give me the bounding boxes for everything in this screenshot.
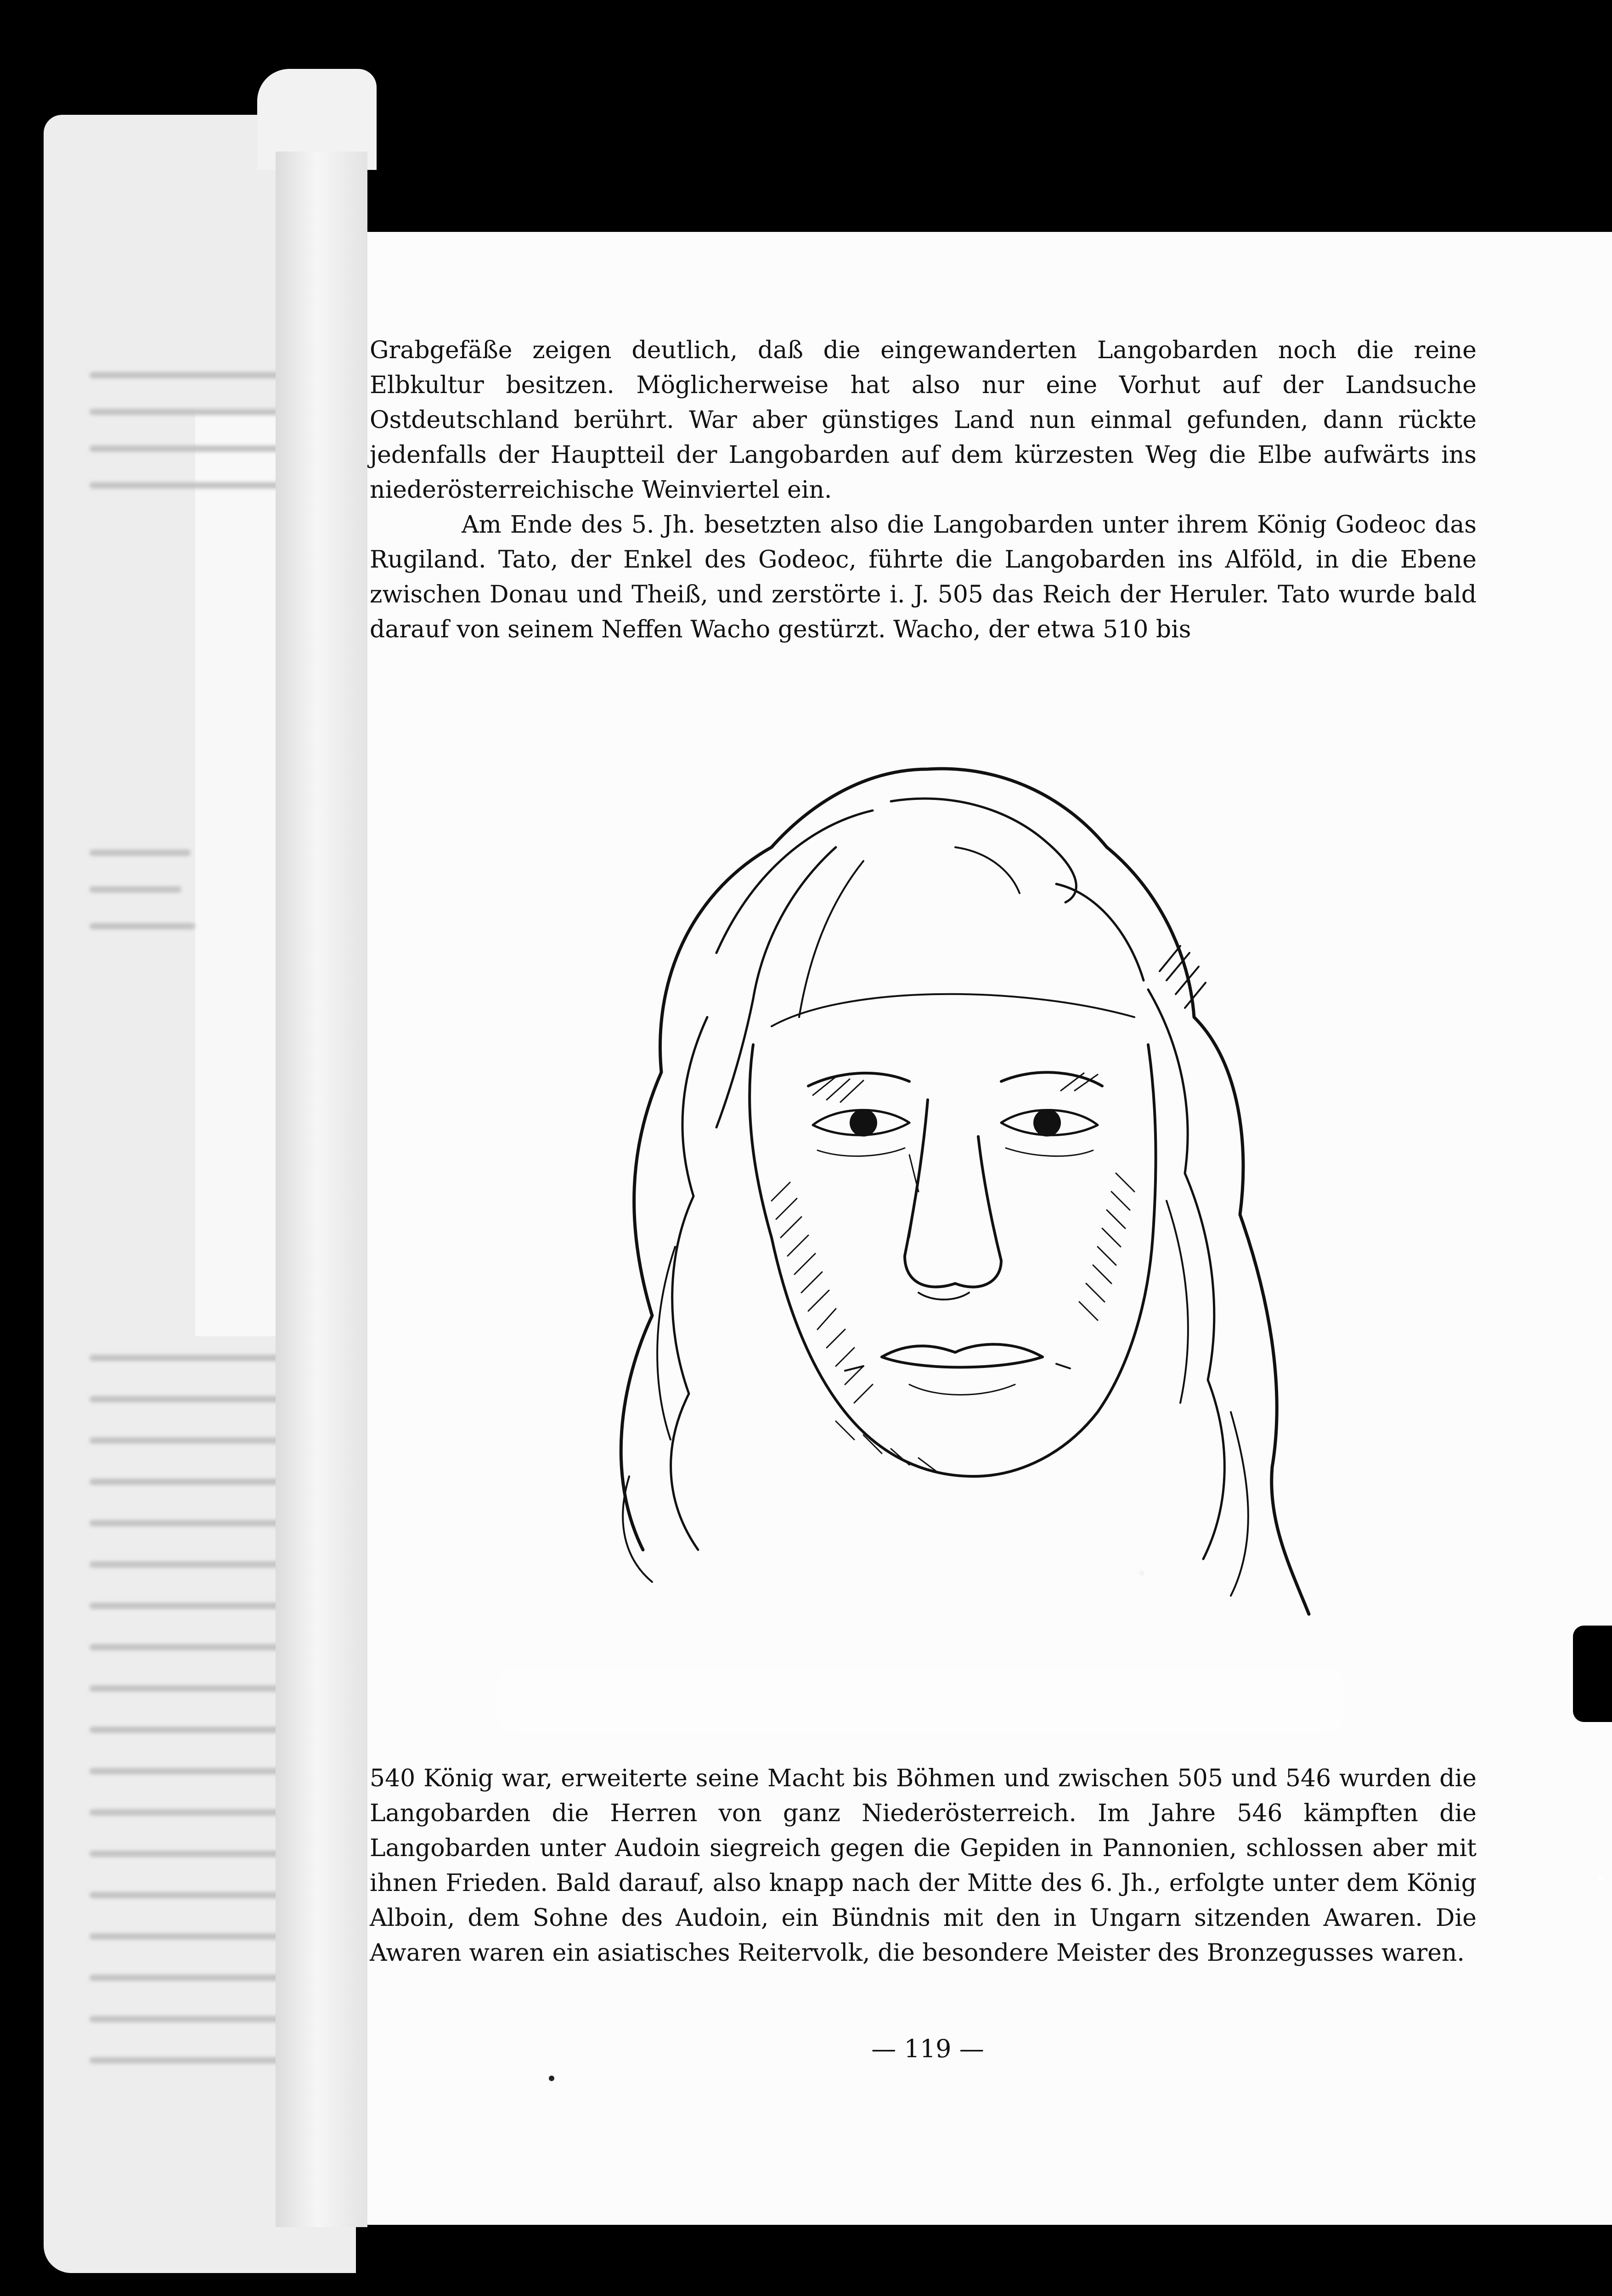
- film-speck: [1598, 1876, 1604, 1881]
- portrait-illustration: [514, 696, 1341, 1660]
- caption-smear: [496, 1667, 1346, 1733]
- side-tab: [1573, 1626, 1612, 1722]
- page-edge-gutter: [276, 152, 367, 2227]
- paragraph: Grabgefäße zeigen deutlich, daß die eingewanderten Langobarden noch die reine Elbkultur besitzen. Möglicherweise hat also nur eine Vorhut auf der Landsuche Ostdeutschland berührt. War aber günstiges Land nun einmal gefunden, dann rückte jedenfalls der Hauptteil der Langobarden auf dem kürzesten Weg die Elbe aufwärts ins niederösterreichische Weinviertel ein.: [370, 337, 1477, 504]
- body-text-bottom: [370, 1761, 1477, 1970]
- body-text-top: [370, 333, 1477, 647]
- page-number: — 119 —: [871, 2034, 984, 2063]
- paragraph: 540 König war, erweiterte seine Macht bis Böhmen und zwischen 505 und 546 wurden die Langobarden die Herren von ganz Niederösterreich. Im Jahre 546 kämpften die Langobarden unter Audoin siegreich gegen die Gepiden in Pannonien, schlossen aber mit ihnen Frieden. Bald darauf, also knapp nach der Mitte des 6. Jh., erfolgte unter dem König Alboin, dem Sohne des Audoin, ein Bündnis mit den in Ungarn sitzenden Awaren. Die Awaren waren ein asiatisches Reitervolk, die besondere Meister des Bronzegusses waren.: [370, 1765, 1477, 1967]
- paragraph: Am Ende des 5. Jh. besetzten also die Langobarden unter ihrem König Godeoc das Rugiland. Tato, der Enkel des Godeoc, führte die Langobarden ins Alföld, in die Ebene zwischen Donau und Theiß, und zerstörte i. J. 505 das Reich der Heruler. Tato wurde bald darauf von seinem Neffen Wacho gestürzt. Wacho, der etwa 510 bis: [370, 511, 1477, 643]
- print-speck: [549, 2076, 554, 2081]
